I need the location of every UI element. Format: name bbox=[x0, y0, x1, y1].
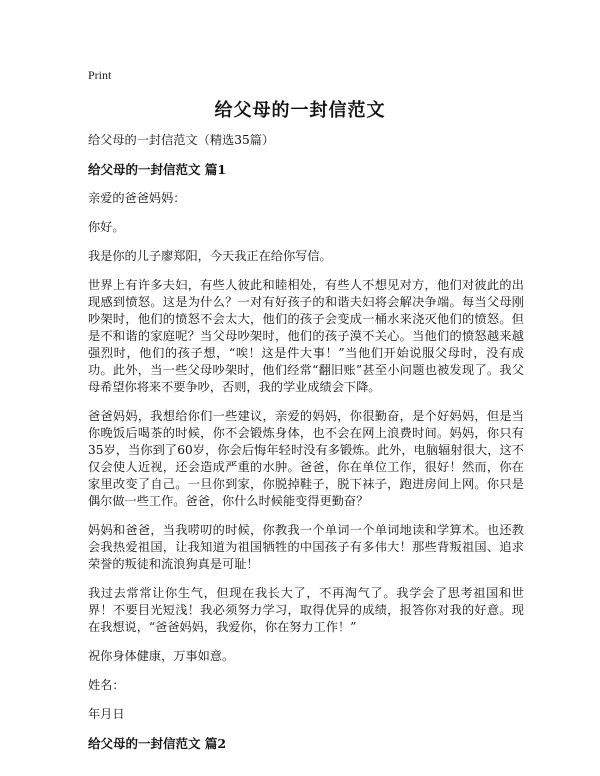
document-body bbox=[88, 132, 524, 764]
paragraph: 我是你的儿子廖郑阳，今天我正在给你写信。 bbox=[88, 249, 332, 263]
paragraph: 世界上有许多夫妇，有些人彼此和睦相处，有些人不想见对方，他们对彼此的出现感到愤怒。这是为什么？一对有好孩子的和谐夫妇将会解决争端。每当父母刚吵架时，他们的愤怒不会太大，他们的孩子会变成一桶水来浇灭他们的愤怒。但是不和谐的家庭呢？当父母吵架时，他们的孩子漠不关心。当他们的愤怒越来越强烈时，他们的孩子想，“唉！这是件大事！”当他们开始说服父母时，没有成功。此外，当一些父母吵架时，他们经常“翻旧账”甚至小问题也被发现了。我父母希望你将来不要争吵，否则，我的学业成绩会下降。 bbox=[88, 278, 524, 394]
salutation: 亲爱的爸爸妈妈： bbox=[88, 191, 186, 205]
page-title: 给父母的一封信范文 bbox=[214, 100, 386, 121]
paragraph: 妈妈和爸爸，当我唠叨的时候，你教我一个单词一个单词地读和学算术。也还教会我热爱祖国，让我知道为祖国牺牲的中国孩子有多伟大！那些背叛祖国、追求荣誉的叛徒和流浪狗真是可耻！ bbox=[88, 523, 524, 571]
section-heading-2: 给父母的一封信范文 篇2 bbox=[88, 736, 227, 751]
document-subtitle: 给父母的一封信范文（精选35篇） bbox=[88, 133, 275, 147]
signature-date: 年月日 bbox=[88, 707, 125, 721]
print-label: Print bbox=[88, 68, 112, 82]
paragraph: 爸爸妈妈，我想给你们一些建议，亲爱的妈妈，你很勤奋，是个好妈妈，但是当你晚饭后喝茶的时候，你不会锻炼身体，也不会在网上浪费时间。妈妈，你只有35岁，当你到了60岁，你会后悔年轻时没有多锻炼。此外，电脑辐射很大，这不仅会使人近视，还会造成严重的水肿。爸爸，你在单位工作，很好！然而，你在家里改变了自己。一旦你到家，你脱掉鞋子，脱下袜子，跑进房间上网。你只是偶尔做一些工作。爸爸，你什么时候能变得更勤奋？ bbox=[88, 409, 524, 508]
section-heading-1: 给父母的一封信范文 篇1 bbox=[88, 162, 227, 177]
paragraph: 我过去常常让你生气，但现在我长大了，不再淘气了。我学会了思考祖国和世界！不要目光短浅！我必须努力学习，取得优异的成绩，报答你对我的好意。现在我想说，“爸爸妈妈，我爱你，你在努力工作！” bbox=[88, 586, 524, 634]
closing: 祝你身体健康，万事如意。 bbox=[88, 649, 235, 663]
greeting: 你好。 bbox=[88, 220, 125, 234]
signature-name: 姓名： bbox=[88, 678, 125, 692]
